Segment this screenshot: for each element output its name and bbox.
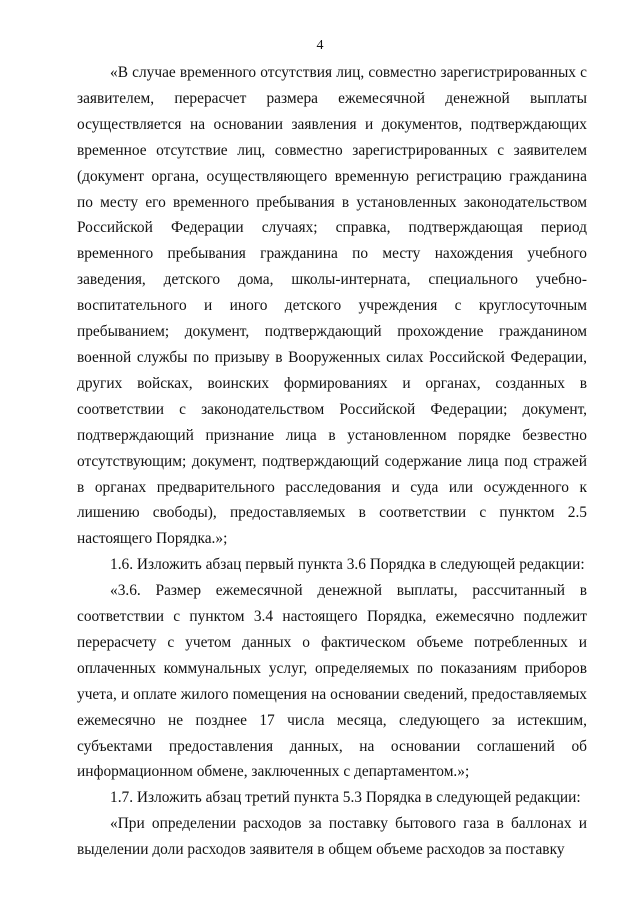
page-number: 4 [316,38,324,53]
document-body [77,60,587,863]
paragraph-item-1-6: 1.6. Изложить абзац первый пункта 3.6 Порядка в следующей редакции: [110,556,585,574]
paragraph-item-1-7: 1.7. Изложить абзац третий пункта 5.3 Порядка в следующей редакции: [110,789,581,807]
paragraph-gas-expenses: «При определении расходов за поставку бытового газа в баллонах и выделении доли расходов заявителя в общем объеме расходов за поставку [77,815,587,859]
paragraph-temporary-absence: «В случае временного отсутствия лиц, совместно зарегистрированных с заявителем, перерасчет размера ежемесячной денежной выплаты осуществляется на основании заявления и документов, подтверждающих временное отсутствие лиц, совместно зарегистрированных с заявителем (документ органа, осуществляющего временную регистрацию гражданина по месту его временного пребывания в установленных законодательством Российской Федерации случаях; справка, подтверждающая период временного пребывания гражданина по месту нахождения учебного заведения, детского дома, школы-интерната, специального учебно-воспитательного и иного детского учреждения с круглосуточным пребыванием; документ, подтверждающий прохождение гражданином военной службы по призыву в Вооруженных силах Российской Федерации, других войсках, воинских формированиях и органах, созданных в соответствии с законодательством Российской Федерации; документ, подтверждающий признание лица в установленном порядке безвестно отсутствующим; документ, подтверждающий содержание лица под стражей в органах предварительного расследования и суда или осужденного к лишению свободы), предоставляемых в соответствии с пунктом 2.5 настоящего Порядка.»; [77,64,587,548]
paragraph-clause-3-6: «3.6. Размер ежемесячной денежной выплаты, рассчитанный в соответствии с пунктом 3.4 настоящего Порядка, ежемесячно подлежит перерасчету с учетом данных о фактическом объеме потребленных и оплаченных коммунальных услуг, определяемых по показаниям приборов учета, и оплате жилого помещения на основании сведений, предоставляемых ежемесячно не позднее 17 числа месяца, следующего за истекшим, субъектами предоставления данных, на основании соглашений об информационном обмене, заключенных с департаментом.»; [77,582,587,781]
